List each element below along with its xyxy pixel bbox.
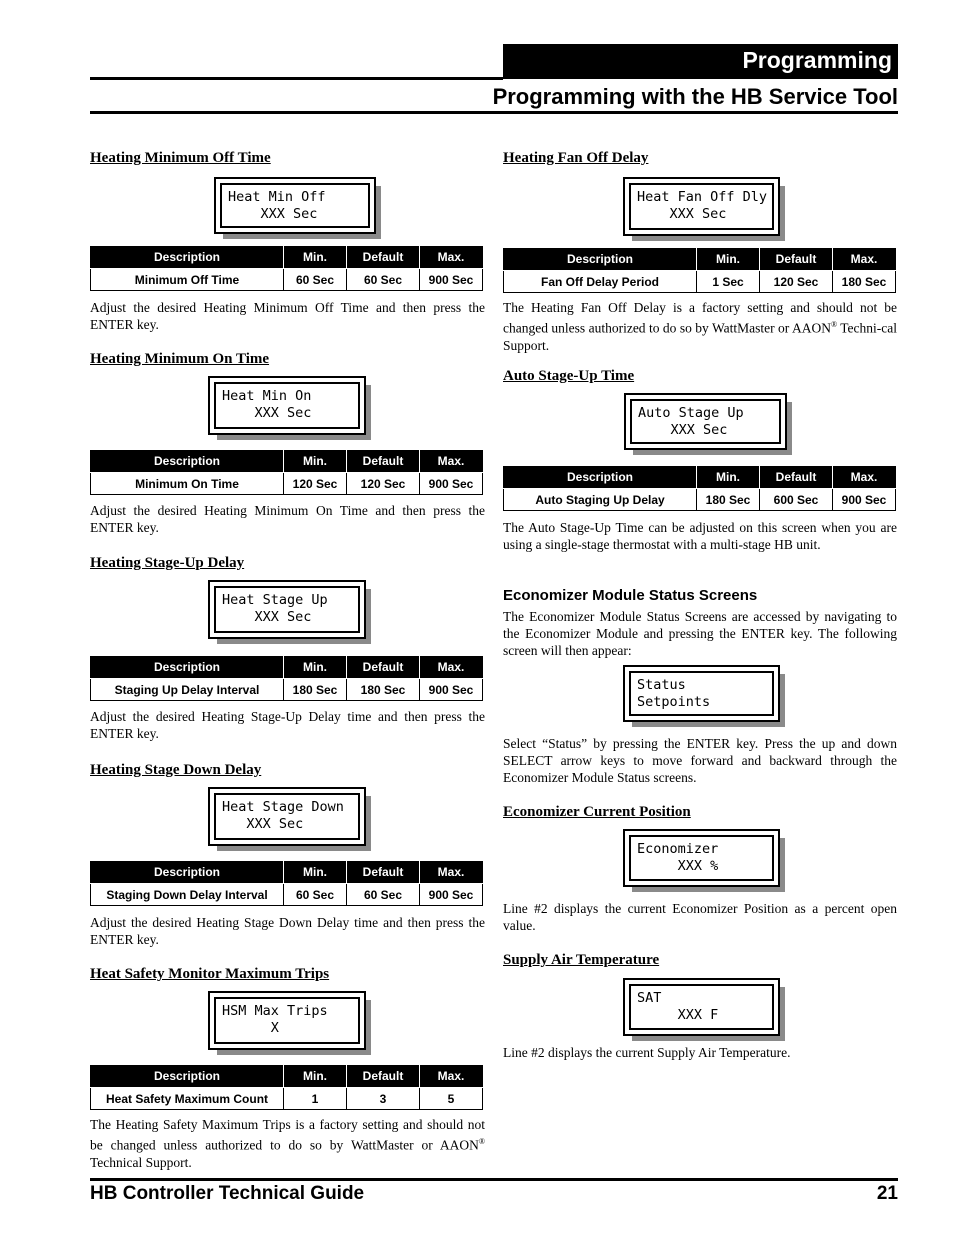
table-row: [91, 1088, 483, 1110]
cell: 600 Sec: [760, 489, 833, 511]
lcd-screen: [208, 580, 366, 639]
lcd-line-1: Economizer: [637, 841, 719, 857]
cell: 120 Sec: [347, 473, 420, 495]
header-rule-top: [90, 77, 503, 80]
cell: Auto Staging Up Delay: [504, 489, 697, 511]
section-banner: [503, 44, 898, 79]
table-row: [504, 271, 896, 293]
col-description: Description: [91, 450, 284, 473]
paragraph: Adjust the desired Heating Stage-Up Delay time and then press the ENTER key.: [90, 709, 485, 741]
col-max: Max.: [420, 246, 483, 269]
cell: 120 Sec: [284, 473, 347, 495]
heading-supply-air-temp: Supply Air Temperature: [503, 952, 660, 968]
cell: 120 Sec: [760, 271, 833, 293]
lcd-screen: [208, 376, 366, 435]
lcd-screen: [208, 787, 366, 846]
spec-table: [90, 861, 483, 906]
lcd-screen: [623, 177, 780, 236]
col-min: Min.: [284, 246, 347, 269]
col-min: Min.: [284, 656, 347, 679]
paragraph-text: The Heating Safety Maximum Trips is a factory setting and should not be changed unless authorized to do so by WattMaster or AAON: [90, 1117, 485, 1153]
footer-title: HB Controller Technical Guide: [90, 1183, 365, 1204]
paragraph: The Auto Stage-Up Time can be adjusted on this screen when you are using a single-stage thermostat with a multi-stage HB unit.: [503, 520, 897, 552]
cell: 60 Sec: [347, 884, 420, 906]
col-description: Description: [91, 656, 284, 679]
lcd-line-2: XXX Sec: [222, 405, 312, 421]
heading-heat-safety: Heat Safety Monitor Maximum Trips: [90, 966, 330, 982]
lcd-screen: [208, 991, 366, 1050]
lcd-line-1: Heat Fan Off Dly: [637, 189, 768, 205]
col-default: Default: [347, 656, 420, 679]
lcd-line-2: XXX Sec: [222, 816, 304, 832]
cell: Staging Down Delay Interval: [91, 884, 284, 906]
lcd-screen: [623, 829, 780, 887]
header-rule-bottom: [90, 111, 898, 114]
heading-heating-stage-down: Heating Stage Down Delay: [90, 762, 262, 778]
lcd-line-1: Heat Min On: [222, 388, 312, 404]
lcd-screen: [623, 978, 780, 1036]
lcd-screen: [624, 393, 787, 450]
col-description: Description: [91, 1065, 284, 1088]
table-row: [91, 884, 483, 906]
col-min: Min.: [697, 466, 760, 489]
col-description: Description: [504, 466, 697, 489]
paragraph: [90, 1116, 485, 1171]
cell: 900 Sec: [420, 884, 483, 906]
table-row: [91, 269, 483, 291]
paragraph: [503, 299, 897, 354]
col-min: Min.: [284, 1065, 347, 1088]
lcd-line-2: XXX F: [637, 1007, 719, 1023]
spec-table: [503, 466, 896, 511]
lcd-screen: [214, 177, 376, 234]
footer-rule: [90, 1178, 898, 1181]
cell: 3: [347, 1088, 420, 1110]
lcd-line-2: XXX %: [637, 858, 719, 874]
heading-heating-fan-off: Heating Fan Off Delay: [503, 150, 649, 166]
col-min: Min.: [284, 861, 347, 884]
paragraph: Adjust the desired Heating Minimum Off Time and then press the ENTER key.: [90, 300, 485, 332]
col-max: Max.: [833, 248, 896, 271]
cell: 5: [420, 1088, 483, 1110]
spec-table: [90, 246, 483, 291]
lcd-line-1: Status: [637, 677, 686, 693]
paragraph-text: Techni-cal Support.: [503, 320, 897, 353]
paragraph-text: The Heating Fan Off Delay is a factory setting and should not be changed unless authorized to do so by WattMaster or AAON: [503, 300, 897, 336]
lcd-screen: [623, 665, 780, 722]
lcd-line-2: Setpoints: [637, 694, 711, 710]
cell: Fan Off Delay Period: [504, 271, 697, 293]
cell: 900 Sec: [833, 489, 896, 511]
heading-heating-min-on: Heating Minimum On Time: [90, 351, 270, 367]
cell: 900 Sec: [420, 679, 483, 701]
col-max: Max.: [420, 450, 483, 473]
registered-mark: ®: [478, 1137, 485, 1146]
paragraph: Select “Status” by pressing the ENTER key. Press the up and down SELECT arrow keys to move forward and backward through the Economizer Module Status screens.: [503, 736, 897, 785]
paragraph: Adjust the desired Heating Stage Down Delay time and then press the ENTER key.: [90, 915, 485, 947]
spec-table: [90, 450, 483, 495]
col-description: Description: [91, 861, 284, 884]
cell: Heat Safety Maximum Count: [91, 1088, 284, 1110]
col-description: Description: [91, 246, 284, 269]
lcd-line-1: Heat Stage Down: [222, 799, 344, 815]
col-default: Default: [347, 861, 420, 884]
cell: 1: [284, 1088, 347, 1110]
cell: 900 Sec: [420, 473, 483, 495]
lcd-line-2: XXX Sec: [638, 422, 728, 438]
heading-auto-stage-up: Auto Stage-Up Time: [503, 368, 635, 384]
cell: Staging Up Delay Interval: [91, 679, 284, 701]
cell: 60 Sec: [284, 884, 347, 906]
spec-table: [503, 248, 896, 293]
lcd-line-1: SAT: [637, 990, 662, 1006]
cell: Minimum On Time: [91, 473, 284, 495]
lcd-line-1: Heat Min Off: [228, 189, 326, 205]
cell: 900 Sec: [420, 269, 483, 291]
heading-economizer-status: Economizer Module Status Screens: [503, 587, 758, 604]
col-max: Max.: [420, 861, 483, 884]
lcd-line-2: XXX Sec: [637, 206, 727, 222]
lcd-line-2: XXX Sec: [228, 206, 318, 222]
col-description: Description: [504, 248, 697, 271]
lcd-line-1: HSM Max Trips: [222, 1003, 328, 1019]
col-min: Min.: [697, 248, 760, 271]
page-number: 21: [876, 1183, 898, 1204]
cell: 180 Sec: [833, 271, 896, 293]
paragraph-text: Technical Support.: [90, 1154, 192, 1170]
section-title: Programming: [742, 47, 892, 73]
lcd-line-1: Auto Stage Up: [638, 405, 744, 421]
cell: 180 Sec: [284, 679, 347, 701]
cell: Minimum Off Time: [91, 269, 284, 291]
paragraph: Adjust the desired Heating Minimum On Time and then press the ENTER key.: [90, 503, 485, 535]
col-default: Default: [347, 1065, 420, 1088]
cell: 60 Sec: [347, 269, 420, 291]
lcd-line-2: XXX Sec: [222, 609, 312, 625]
heading-heating-min-off: Heating Minimum Off Time: [90, 150, 271, 166]
table-row: [504, 489, 896, 511]
heading-heating-stage-up: Heating Stage-Up Delay: [90, 555, 245, 571]
lcd-line-1: Heat Stage Up: [222, 592, 328, 608]
paragraph: Line #2 displays the current Economizer Position as a percent open value.: [503, 901, 897, 933]
table-row: [91, 473, 483, 495]
table-row: [91, 679, 483, 701]
cell: 1 Sec: [697, 271, 760, 293]
col-min: Min.: [284, 450, 347, 473]
col-default: Default: [760, 248, 833, 271]
col-max: Max.: [420, 1065, 483, 1088]
cell: 60 Sec: [284, 269, 347, 291]
col-max: Max.: [420, 656, 483, 679]
lcd-line-2: X: [222, 1020, 279, 1036]
cell: 180 Sec: [347, 679, 420, 701]
col-max: Max.: [833, 466, 896, 489]
spec-table: [90, 656, 483, 701]
registered-mark: ®: [830, 320, 838, 329]
col-default: Default: [760, 466, 833, 489]
col-default: Default: [347, 246, 420, 269]
col-default: Default: [347, 450, 420, 473]
page-title: Programming with the HB Service Tool: [492, 84, 898, 109]
paragraph: Line #2 displays the current Supply Air Temperature.: [503, 1045, 791, 1060]
spec-table: [90, 1065, 483, 1110]
heading-economizer-position: Economizer Current Position: [503, 804, 691, 820]
paragraph: The Economizer Module Status Screens are accessed by navigating to the Economizer Module and pressing the ENTER key. The following screen will then appear:: [503, 609, 897, 658]
cell: 180 Sec: [697, 489, 760, 511]
